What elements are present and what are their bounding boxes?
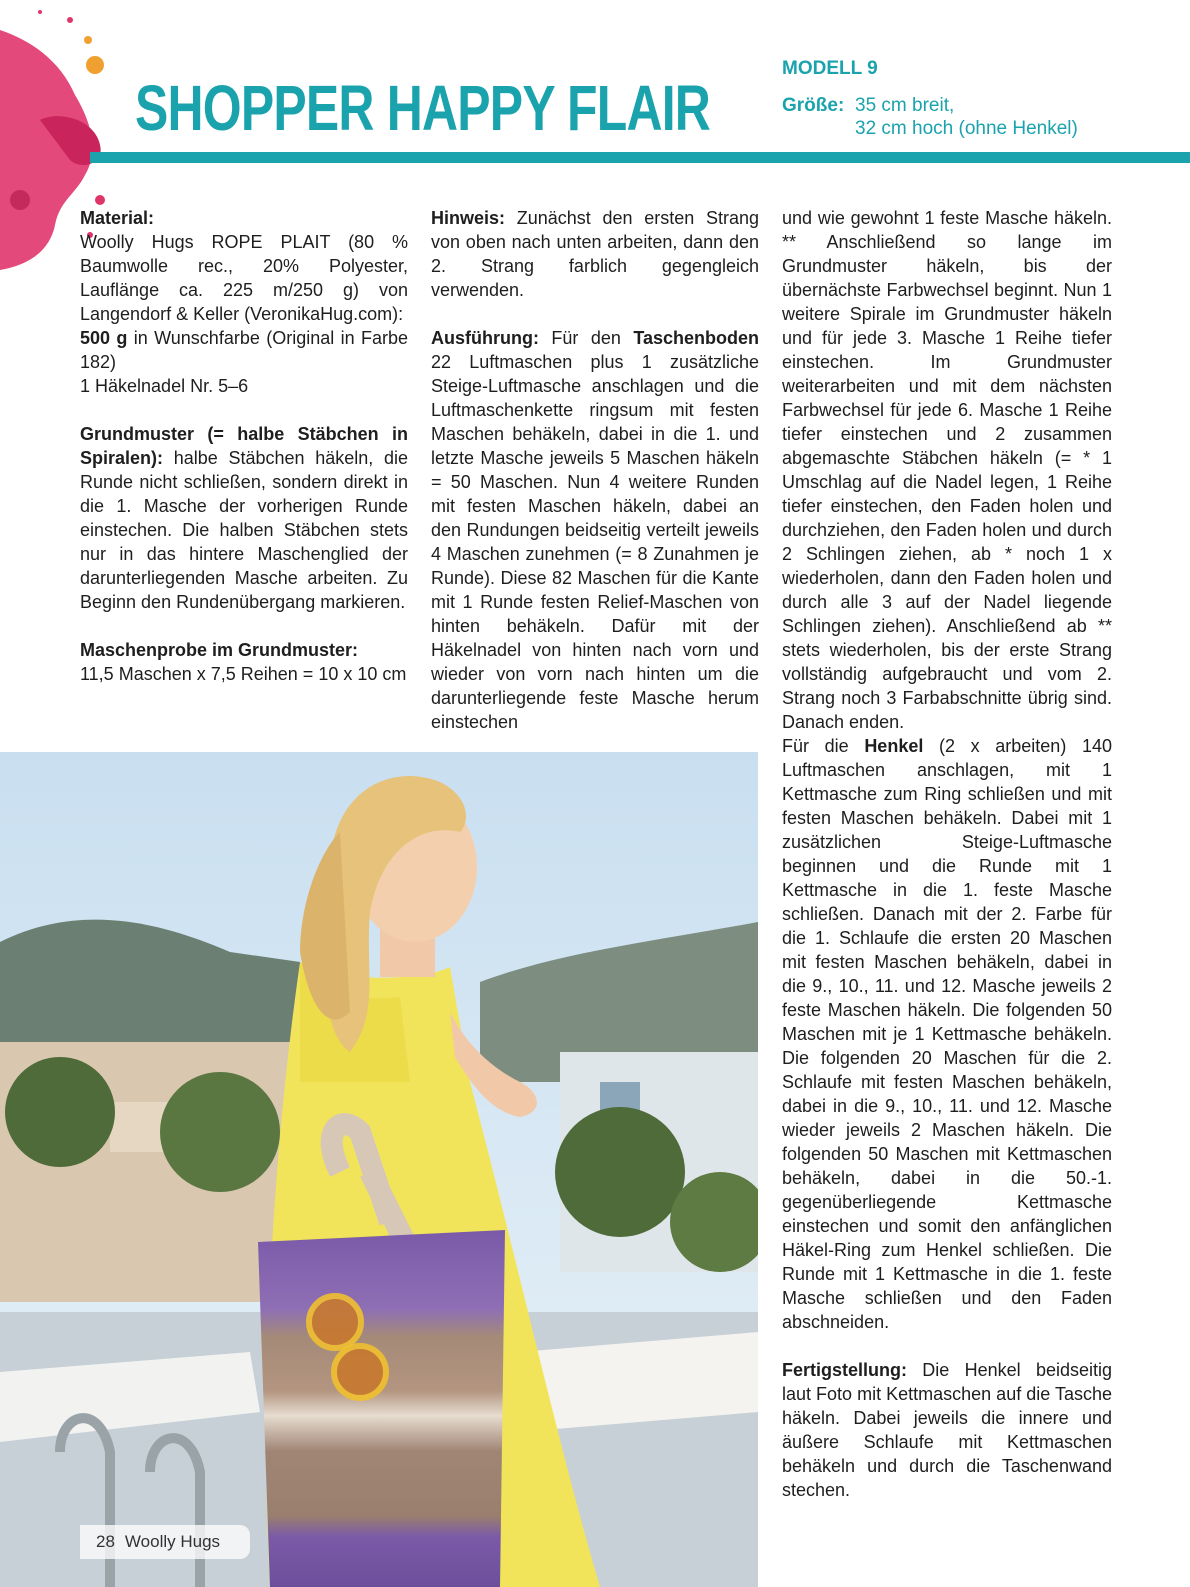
amount-text: in Wunschfarbe (Original in Farbe 182)	[80, 328, 408, 372]
magazine-name: Woolly Hugs	[124, 1532, 221, 1551]
henkel-intro: Für die	[782, 736, 865, 756]
grundmuster-text: halbe Stäbchen häkeln, die Runde nicht schließen, sondern direkt in die 1. Masche der vorherigen Runde einstechen. Die halben Stäbchen stets nur in das hintere Maschenglied der darunterliegenden Masche arbeiten. Zu Beginn den Rundenübergang markieren.	[80, 448, 408, 612]
column-instructions	[431, 206, 759, 734]
page-footer	[80, 1525, 250, 1559]
maschenprobe-label: Maschenprobe im Grundmuster:	[80, 640, 359, 660]
size-label: Größe:	[782, 95, 845, 116]
ausfuehrung-label: Ausführung:	[431, 328, 539, 348]
ausfuehrung-text-intro: Für den	[538, 328, 634, 348]
column-continued	[782, 206, 1112, 1502]
fertigstellung-label: Fertigstellung:	[782, 1360, 907, 1380]
amount-bold: 500 g	[80, 328, 128, 348]
header-rule	[90, 152, 1190, 163]
material-text: Woolly Hugs ROPE PLAIT (80 % Baumwolle rec., 20% Polyester, Lauflänge ca. 225 m/250 g) von Langendorf & Keller (VeronikaHug.com):	[80, 232, 408, 324]
needle-text: 1 Häkelnadel Nr. 5–6	[80, 376, 249, 396]
size-width: 35 cm breit,	[855, 95, 955, 116]
hinweis-label: Hinweis:	[431, 208, 506, 228]
maschenprobe-text: 11,5 Maschen x 7,5 Reihen = 10 x 10 cm	[80, 664, 407, 684]
grundmuster-label: Grundmuster (= halbe Stäbchen in Spiralen):	[80, 424, 408, 468]
henkel-bold: Henkel	[864, 736, 924, 756]
material-label: Material:	[80, 208, 155, 228]
spiral-text: und wie gewohnt 1 feste Masche häkeln. ** Anschließend so lange im Grundmuster häkeln, bis der übernächste Farbwechsel beginnt. Nun 1 weitere Spirale im Grundmuster häkeln und für jede 3. Masche 1 Reihe tiefer einstechen. Im Grundmuster weiterarbeiten und mit dem nächsten Farbwechsel für jede 6. Masche 1 Reihe tiefer einstechen und 2 zusammen abgemaschte Stäbchen häkeln (= * 1 Umschlag auf die Nadel legen, 1 Reihe tiefer einstechen, den Faden holen und durchziehen, den Faden holen und durch 2 Schlingen ziehen, ab * noch 1 x wiederholen, dann den Faden holen und durch alle 3 auf der Nadel liegende Schlingen ziehen). Anschließend ab ** stets wiederholen, bis der erste Strang vollständig aufgebraucht und vom 2. Strang noch 3 Farbabschnitte übrig sind. Danach enden.	[782, 208, 1112, 732]
henkel-text: (2 x arbeiten) 140 Luftmaschen anschlagen, mit 1 Kettmasche zum Ring schließen und mit festen Maschen behäkeln. Dabei mit 1 zusätzlichen Steige-Luftmasche beginnen und die Runde mit 1 Kettmasche in die 1. feste Masche schließen. Danach mit der 2. Farbe für die 1. Schlaufe die ersten 20 Maschen mit festen Maschen behäkeln, dabei in die 9., 10., 11. und 12. Masche jeweils 2 feste Maschen häkeln. Die folgenden 50 Maschen mit je 1 Kettmasche behäkeln. Die folgenden 20 Maschen für die 2. Schlaufe mit festen Maschen behäkeln, dabei in die 9., 10., 11. und 12. Masche wieder jeweils 2 Maschen häkeln. Die folgenden 50 Maschen mit Kettmaschen behäkeln, dabei in die 50.-1. gegenüberliegende Kettmasche einstechen und somit den anfänglichen Häkel-Ring zum Henkel schließen. Die Runde mit 1 Kettmasche in die 1. feste Masche schließen und den Faden abschneiden.	[782, 736, 1112, 1332]
hinweis-text: Zunächst den ersten Strang von oben nach unten arbeiten, dann den 2. Strang farblich gegengleich verwenden.	[431, 208, 759, 300]
model-number: MODELL 9	[782, 58, 878, 79]
taschenboden-bold: Taschenboden	[633, 328, 759, 348]
page-title: SHOPPER HAPPY FLAIR	[135, 72, 711, 144]
photo-woman-with-bag	[0, 752, 758, 1587]
page-number: 28	[96, 1532, 115, 1551]
column-materials	[80, 206, 408, 686]
size-height: 32 cm hoch (ohne Henkel)	[855, 118, 1078, 139]
fertigstellung-text: Die Henkel beidseitig laut Foto mit Kettmaschen auf die Tasche häkeln. Dabei jeweils die innere und äußere Schlaufe mit Kettmaschen behäkeln und durch die Taschenwand stechen.	[782, 1360, 1112, 1500]
ausfuehrung-text: 22 Luftmaschen plus 1 zusätzliche Steige-Luftmasche anschlagen und die Luftmaschenkette ringsum mit festen Maschen behäkeln, dabei in die 1. und letzte Masche jeweils 5 Maschen häkeln = 50 Maschen. Nun 4 weitere Runden mit festen Maschen häkeln, dabei an den Rundungen beidseitig verteilt jeweils 4 Maschen zunehmen (= 8 Zunahmen je Runde). Diese 82 Maschen für die Kante mit 1 Runde festen Relief-Maschen von hinten behäkeln. Dafür mit der Häkelnadel von hinten nach vorn und wieder von vorn nach hinten um die darunterliegende feste Masche herum einstechen	[431, 352, 759, 732]
